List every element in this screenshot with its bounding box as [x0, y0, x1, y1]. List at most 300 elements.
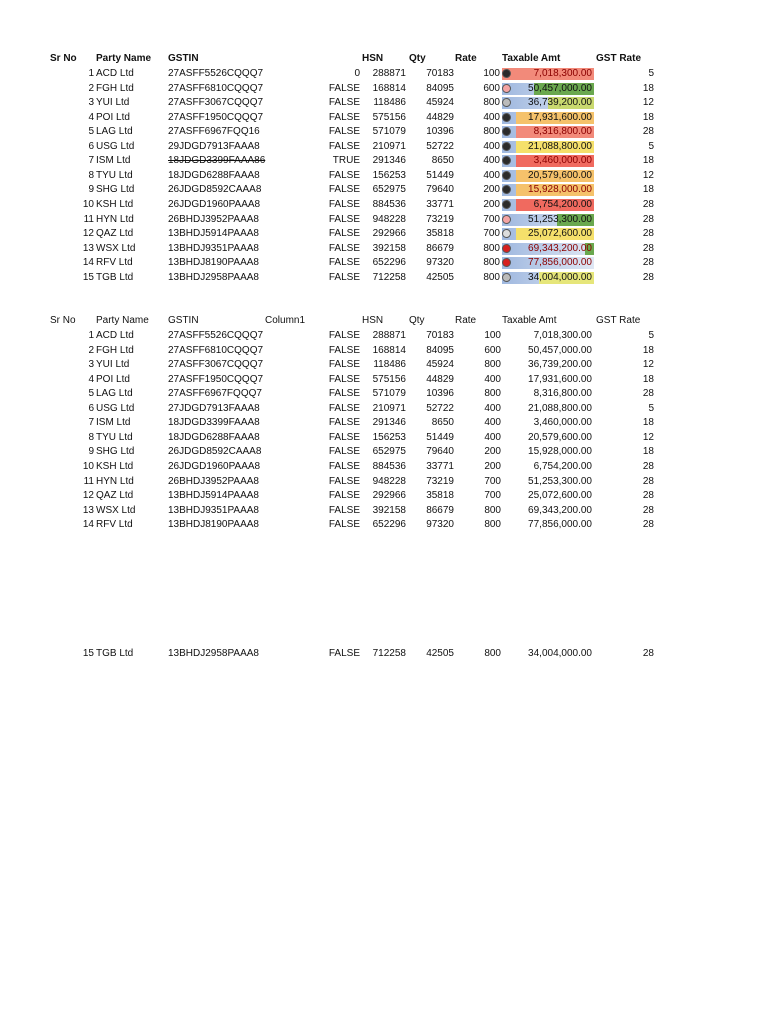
cell-hsn[interactable]: 291346 — [372, 417, 406, 429]
cell-flag[interactable]: 0 — [354, 68, 360, 79]
cell-sr-no[interactable]: 14 — [82, 257, 94, 269]
cell-flag[interactable]: FALSE — [328, 402, 360, 414]
cell-rate[interactable]: 400 — [484, 373, 501, 385]
cell-flag[interactable]: FALSE — [328, 431, 360, 443]
cell-hsn[interactable]: 210971 — [372, 402, 406, 414]
cell-hsn[interactable]: 652296 — [372, 519, 406, 531]
cell-gstin[interactable]: 13BHDJ8190PAAA8 — [168, 519, 259, 531]
cell-flag[interactable]: FALSE — [328, 446, 360, 458]
cell-qty[interactable]: 86679 — [426, 242, 454, 254]
header-column1[interactable]: Column1 — [265, 315, 306, 326]
cell-hsn[interactable]: 948228 — [372, 475, 406, 487]
header-rate[interactable]: Rate — [455, 53, 477, 64]
cell-rate[interactable]: 400 — [484, 431, 501, 443]
header-party-name[interactable]: Party Name — [96, 315, 149, 326]
header-sr-no[interactable]: Sr No — [50, 53, 77, 64]
cell-sr-no[interactable]: 14 — [82, 519, 94, 531]
cell-taxable-amt[interactable]: 69,343,200.00 — [528, 504, 592, 516]
cell-party-name[interactable]: TGB Ltd — [96, 648, 134, 659]
cell-sr-no[interactable]: 12 — [82, 228, 94, 240]
cell-taxable-amt[interactable] — [502, 183, 594, 197]
cell-gst-rate[interactable]: 18 — [642, 111, 654, 123]
cell-gst-rate[interactable]: 28 — [642, 490, 654, 502]
cell-party-name[interactable]: ISM Ltd — [96, 155, 131, 167]
cell-gstin[interactable]: 26BHDJ3952PAAA8 — [168, 213, 259, 225]
cell-rate[interactable]: 400 — [483, 111, 500, 123]
cell-rate[interactable]: 800 — [484, 648, 501, 659]
cell-rate[interactable]: 800 — [483, 126, 500, 138]
cell-party-name[interactable]: HYN Ltd — [96, 475, 134, 487]
cell-qty[interactable]: 70183 — [426, 68, 454, 79]
cell-sr-no[interactable]: 15 — [82, 271, 94, 283]
cell-flag[interactable]: FALSE — [328, 228, 360, 240]
cell-rate[interactable]: 800 — [483, 271, 500, 283]
cell-qty[interactable]: 79640 — [426, 446, 454, 458]
cell-party-name[interactable]: ISM Ltd — [96, 417, 131, 429]
cell-gst-rate[interactable]: 28 — [642, 213, 654, 225]
cell-gst-rate[interactable]: 12 — [642, 97, 654, 109]
cell-taxable-amt[interactable]: 34,004,000.00 — [528, 648, 592, 659]
cell-party-name[interactable]: POI Ltd — [96, 111, 130, 123]
cell-gstin[interactable]: 27ASFF1950CQQQ7 — [168, 111, 264, 123]
cell-flag[interactable]: FALSE — [328, 417, 360, 429]
cell-gstin[interactable]: 27ASFF1950CQQQ7 — [168, 373, 264, 385]
cell-taxable-amt[interactable] — [502, 213, 594, 227]
cell-qty[interactable]: 10396 — [426, 388, 454, 400]
cell-gstin[interactable]: 26JDGD8592CAAA8 — [168, 446, 262, 458]
cell-flag[interactable]: FALSE — [328, 330, 360, 341]
cell-gstin[interactable]: 27ASFF6810CQQQ7 — [168, 344, 264, 356]
cell-sr-no[interactable]: 3 — [88, 97, 94, 109]
cell-qty[interactable]: 42505 — [426, 271, 454, 283]
cell-qty[interactable]: 84095 — [426, 344, 454, 356]
table-row[interactable] — [0, 416, 768, 430]
cell-gst-rate[interactable]: 28 — [642, 460, 654, 472]
cell-qty[interactable]: 97320 — [426, 519, 454, 531]
table-row[interactable] — [0, 82, 768, 96]
cell-rate[interactable]: 200 — [484, 446, 501, 458]
cell-hsn[interactable]: 291346 — [372, 155, 406, 167]
cell-sr-no[interactable]: 8 — [88, 431, 94, 443]
cell-flag[interactable]: FALSE — [328, 198, 360, 210]
cell-sr-no[interactable]: 10 — [82, 460, 94, 472]
cell-hsn[interactable]: 884536 — [372, 198, 406, 210]
cell-party-name[interactable]: RFV Ltd — [96, 519, 133, 531]
cell-taxable-amt[interactable]: 17,931,600.00 — [528, 373, 592, 385]
table-row[interactable] — [0, 475, 768, 489]
cell-sr-no[interactable]: 11 — [83, 475, 94, 487]
header-party-name[interactable]: Party Name — [96, 53, 152, 64]
cell-gstin[interactable]: 29JDGD7913FAAA8 — [168, 140, 260, 152]
cell-gst-rate[interactable]: 28 — [642, 126, 654, 138]
cell-gstin[interactable]: 13BHDJ5914PAAA8 — [168, 490, 259, 502]
cell-sr-no[interactable]: 7 — [88, 155, 94, 167]
cell-qty[interactable]: 70183 — [426, 330, 454, 341]
table-row[interactable] — [0, 111, 768, 125]
cell-sr-no[interactable]: 6 — [88, 140, 94, 152]
cell-gst-rate[interactable]: 28 — [642, 504, 654, 516]
cell-gst-rate[interactable]: 28 — [642, 475, 654, 487]
cell-rate[interactable]: 400 — [484, 402, 501, 414]
table-row[interactable] — [0, 518, 768, 532]
cell-flag[interactable]: FALSE — [328, 184, 360, 196]
cell-hsn[interactable]: 652296 — [372, 257, 406, 269]
table-row[interactable] — [0, 489, 768, 503]
header-gst-rate[interactable]: GST Rate — [596, 53, 642, 64]
cell-sr-no[interactable]: 6 — [88, 402, 94, 414]
table-row[interactable] — [0, 169, 768, 183]
cell-taxable-amt[interactable] — [502, 82, 594, 96]
cell-rate[interactable]: 800 — [483, 242, 500, 254]
cell-flag[interactable]: FALSE — [328, 388, 360, 400]
cell-hsn[interactable]: 210971 — [372, 140, 406, 152]
header-taxable-amt[interactable]: Taxable Amt — [502, 315, 557, 326]
cell-hsn[interactable]: 288871 — [372, 68, 406, 79]
cell-gstin[interactable]: 13BHDJ8190PAAA8 — [168, 257, 259, 269]
cell-party-name[interactable]: TYU Ltd — [96, 169, 133, 181]
cell-hsn[interactable]: 156253 — [372, 169, 406, 181]
cell-party-name[interactable]: POI Ltd — [96, 373, 130, 385]
cell-flag[interactable]: FALSE — [328, 359, 360, 371]
table-row[interactable] — [0, 504, 768, 518]
cell-sr-no[interactable]: 15 — [82, 648, 94, 659]
cell-flag[interactable]: FALSE — [328, 82, 360, 94]
cell-rate[interactable]: 700 — [484, 475, 501, 487]
header-hsn[interactable]: HSN — [362, 315, 384, 326]
cell-taxable-amt[interactable]: 51,253,300.00 — [528, 475, 592, 487]
header-gst-rate[interactable]: GST Rate — [596, 315, 641, 326]
cell-taxable-amt[interactable] — [502, 169, 594, 183]
cell-hsn[interactable]: 288871 — [372, 330, 406, 341]
table-row[interactable] — [0, 96, 768, 110]
cell-hsn[interactable]: 156253 — [372, 431, 406, 443]
cell-hsn[interactable]: 948228 — [372, 213, 406, 225]
cell-rate[interactable]: 800 — [484, 504, 501, 516]
cell-gst-rate[interactable]: 5 — [648, 140, 654, 152]
cell-rate[interactable]: 400 — [483, 169, 500, 181]
cell-qty[interactable]: 45924 — [426, 359, 454, 371]
cell-gst-rate[interactable]: 28 — [642, 257, 654, 269]
cell-flag[interactable]: FALSE — [328, 140, 360, 152]
table-row[interactable] — [0, 460, 768, 474]
cell-sr-no[interactable]: 2 — [88, 82, 94, 94]
cell-party-name[interactable]: FGH Ltd — [96, 344, 134, 356]
table-row[interactable] — [0, 213, 768, 227]
cell-gst-rate[interactable]: 28 — [642, 648, 654, 659]
cell-flag[interactable]: FALSE — [328, 242, 360, 254]
cell-qty[interactable]: 33771 — [426, 460, 454, 472]
cell-qty[interactable]: 86679 — [426, 504, 454, 516]
cell-flag[interactable]: TRUE — [332, 155, 360, 167]
cell-rate[interactable]: 700 — [483, 213, 500, 225]
cell-sr-no[interactable]: 4 — [88, 373, 94, 385]
cell-party-name[interactable]: QAZ Ltd — [96, 490, 134, 502]
cell-gst-rate[interactable]: 28 — [642, 519, 654, 531]
cell-flag[interactable]: FALSE — [328, 344, 360, 356]
cell-qty[interactable]: 33771 — [426, 198, 454, 210]
cell-party-name[interactable]: YUI Ltd — [96, 97, 130, 109]
header-qty[interactable]: Qty — [409, 53, 426, 64]
header-sr-no[interactable]: Sr No — [50, 315, 76, 326]
cell-gstin[interactable]: 18JDGD6288FAAA8 — [168, 431, 260, 443]
cell-taxable-amt[interactable]: 77,856,000.00 — [528, 519, 592, 531]
cell-flag[interactable]: FALSE — [328, 271, 360, 283]
cell-rate[interactable]: 400 — [483, 140, 500, 152]
cell-rate[interactable]: 100 — [484, 330, 501, 341]
cell-gst-rate[interactable]: 12 — [642, 169, 654, 181]
table-row[interactable] — [0, 140, 768, 154]
cell-flag[interactable]: FALSE — [328, 373, 360, 385]
cell-qty[interactable]: 51449 — [426, 169, 454, 181]
cell-party-name[interactable]: USG Ltd — [96, 140, 135, 152]
cell-qty[interactable]: 35818 — [426, 228, 454, 240]
cell-gstin[interactable]: 26JDGD8592CAAA8 — [168, 184, 262, 196]
cell-party-name[interactable]: USG Ltd — [96, 402, 135, 414]
table-row[interactable] — [0, 125, 768, 139]
cell-qty[interactable]: 52722 — [426, 402, 454, 414]
cell-sr-no[interactable]: 3 — [88, 359, 94, 371]
cell-flag[interactable]: FALSE — [328, 111, 360, 123]
cell-gstin[interactable]: 27ASFF3067CQQQ7 — [168, 97, 264, 109]
cell-party-name[interactable]: SHG Ltd — [96, 446, 135, 458]
cell-gst-rate[interactable]: 28 — [642, 228, 654, 240]
cell-rate[interactable]: 200 — [484, 460, 501, 472]
cell-taxable-amt[interactable] — [502, 96, 594, 110]
cell-hsn[interactable]: 652975 — [372, 446, 406, 458]
cell-rate[interactable]: 700 — [484, 490, 501, 502]
cell-rate[interactable]: 200 — [483, 198, 500, 210]
cell-sr-no[interactable]: 13 — [82, 504, 94, 516]
cell-party-name[interactable]: QAZ Ltd — [96, 228, 134, 240]
cell-party-name[interactable]: RFV Ltd — [96, 257, 133, 269]
cell-hsn[interactable]: 652975 — [372, 184, 406, 196]
cell-gstin[interactable]: 18JDGD3399FAAA8 — [168, 417, 260, 429]
cell-sr-no[interactable]: 7 — [88, 417, 94, 429]
cell-qty[interactable]: 73219 — [426, 475, 454, 487]
cell-rate[interactable]: 800 — [484, 519, 501, 531]
cell-gstin[interactable]: 13BHDJ9351PAAA8 — [168, 504, 259, 516]
table-row[interactable] — [0, 256, 768, 270]
cell-party-name[interactable]: WSX Ltd — [96, 504, 136, 516]
cell-flag[interactable]: FALSE — [328, 213, 360, 225]
cell-gst-rate[interactable]: 18 — [642, 373, 654, 385]
table-row[interactable] — [0, 242, 768, 256]
header-taxable-amt[interactable]: Taxable Amt — [502, 53, 561, 64]
cell-flag[interactable]: FALSE — [328, 648, 360, 659]
cell-gstin[interactable]: 13BHDJ9351PAAA8 — [168, 242, 259, 254]
cell-party-name[interactable]: LAG Ltd — [96, 388, 133, 400]
cell-taxable-amt[interactable] — [502, 140, 594, 154]
cell-sr-no[interactable]: 2 — [88, 344, 94, 356]
cell-qty[interactable]: 10396 — [426, 126, 454, 138]
cell-qty[interactable]: 8650 — [431, 155, 454, 167]
cell-sr-no[interactable]: 10 — [82, 198, 94, 210]
cell-qty[interactable]: 42505 — [426, 648, 454, 659]
header-rate[interactable]: Rate — [455, 315, 477, 326]
cell-taxable-amt[interactable]: 7,018,300.00 — [533, 330, 592, 341]
cell-sr-no[interactable]: 8 — [88, 169, 94, 181]
cell-party-name[interactable]: SHG Ltd — [96, 184, 135, 196]
cell-sr-no[interactable]: 13 — [82, 242, 94, 254]
cell-flag[interactable]: FALSE — [328, 519, 360, 531]
table-row[interactable] — [0, 344, 768, 358]
cell-hsn[interactable]: 571079 — [372, 388, 406, 400]
cell-party-name[interactable]: KSH Ltd — [96, 198, 134, 210]
cell-taxable-amt[interactable] — [502, 154, 594, 168]
cell-sr-no[interactable]: 12 — [82, 490, 94, 502]
cell-qty[interactable]: 97320 — [426, 257, 454, 269]
table-row[interactable] — [0, 373, 768, 387]
cell-flag[interactable]: FALSE — [328, 490, 360, 502]
cell-hsn[interactable]: 575156 — [372, 111, 406, 123]
cell-taxable-amt[interactable] — [502, 227, 594, 241]
cell-taxable-amt[interactable] — [502, 67, 594, 81]
cell-sr-no[interactable]: 9 — [88, 446, 94, 458]
cell-gstin[interactable]: 26JDGD1960PAAA8 — [168, 198, 261, 210]
cell-gst-rate[interactable]: 18 — [642, 417, 654, 429]
cell-gst-rate[interactable]: 18 — [642, 82, 654, 94]
cell-qty[interactable]: 52722 — [426, 140, 454, 152]
cell-rate[interactable]: 200 — [483, 184, 500, 196]
cell-rate[interactable]: 600 — [483, 82, 500, 94]
cell-gst-rate[interactable]: 5 — [648, 402, 654, 414]
cell-flag[interactable]: FALSE — [328, 504, 360, 516]
cell-taxable-amt[interactable]: 15,928,000.00 — [528, 446, 592, 458]
cell-rate[interactable]: 400 — [483, 155, 500, 167]
cell-gstin[interactable]: 26BHDJ3952PAAA8 — [168, 475, 259, 487]
cell-party-name[interactable]: YUI Ltd — [96, 359, 130, 371]
cell-taxable-amt[interactable]: 25,072,600.00 — [528, 490, 592, 502]
cell-gst-rate[interactable]: 28 — [642, 242, 654, 254]
cell-qty[interactable]: 44829 — [426, 111, 454, 123]
cell-rate[interactable]: 600 — [484, 344, 501, 356]
cell-hsn[interactable]: 712258 — [372, 271, 406, 283]
table-row[interactable] — [0, 198, 768, 212]
cell-gstin[interactable]: 27ASFF5526CQQQ7 — [168, 68, 264, 79]
cell-qty[interactable]: 84095 — [426, 82, 454, 94]
cell-gstin[interactable]: 27ASFF3067CQQQ7 — [168, 359, 264, 371]
cell-party-name[interactable]: TYU Ltd — [96, 431, 133, 443]
table-row[interactable] — [0, 271, 768, 285]
cell-qty[interactable]: 73219 — [426, 213, 454, 225]
cell-taxable-amt[interactable] — [502, 256, 594, 270]
cell-rate[interactable]: 800 — [483, 97, 500, 109]
table-row[interactable] — [0, 67, 768, 81]
table-row[interactable] — [0, 358, 768, 372]
cell-hsn[interactable]: 712258 — [372, 648, 406, 659]
cell-sr-no[interactable]: 4 — [88, 111, 94, 123]
table-row[interactable] — [0, 329, 768, 343]
cell-sr-no[interactable]: 1 — [88, 68, 94, 79]
cell-party-name[interactable]: LAG Ltd — [96, 126, 133, 138]
header-hsn[interactable]: HSN — [362, 53, 384, 64]
cell-hsn[interactable]: 118486 — [373, 359, 406, 371]
table-row[interactable] — [0, 227, 768, 241]
cell-qty[interactable]: 35818 — [426, 490, 454, 502]
cell-gst-rate[interactable]: 12 — [642, 359, 654, 371]
cell-taxable-amt[interactable] — [502, 242, 594, 256]
cell-gstin[interactable]: 18JDGD3399FAAA86 — [168, 155, 266, 167]
cell-gstin[interactable]: 26JDGD1960PAAA8 — [168, 460, 261, 472]
cell-gst-rate[interactable]: 18 — [642, 446, 654, 458]
cell-sr-no[interactable]: 1 — [88, 330, 94, 341]
cell-gst-rate[interactable]: 28 — [642, 198, 654, 210]
cell-gstin[interactable]: 27JDGD7913FAAA8 — [168, 402, 260, 414]
cell-party-name[interactable]: WSX Ltd — [96, 242, 136, 254]
cell-rate[interactable]: 700 — [483, 228, 500, 240]
cell-gst-rate[interactable]: 5 — [648, 330, 654, 341]
cell-party-name[interactable]: ACD Ltd — [96, 330, 134, 341]
cell-gstin[interactable]: 27ASFF6967FQQQ7 — [168, 388, 262, 400]
table-row[interactable] — [0, 183, 768, 197]
cell-sr-no[interactable]: 11 — [83, 213, 94, 225]
cell-hsn[interactable]: 575156 — [372, 373, 406, 385]
cell-gst-rate[interactable]: 18 — [642, 344, 654, 356]
cell-gstin[interactable]: 27ASFF6967FQQ16 — [168, 126, 260, 138]
cell-sr-no[interactable]: 9 — [88, 184, 94, 196]
cell-hsn[interactable]: 392158 — [372, 504, 406, 516]
cell-taxable-amt[interactable]: 36,739,200.00 — [528, 359, 592, 371]
table-row[interactable] — [0, 431, 768, 445]
cell-gst-rate[interactable]: 5 — [648, 68, 654, 79]
cell-gst-rate[interactable]: 12 — [642, 431, 654, 443]
cell-gst-rate[interactable]: 18 — [642, 184, 654, 196]
cell-hsn[interactable]: 168814 — [372, 82, 406, 94]
cell-taxable-amt[interactable]: 20,579,600.00 — [528, 431, 592, 443]
cell-hsn[interactable]: 168814 — [372, 344, 406, 356]
cell-rate[interactable]: 100 — [483, 68, 500, 79]
cell-taxable-amt[interactable] — [502, 125, 594, 139]
cell-rate[interactable]: 800 — [484, 388, 501, 400]
cell-hsn[interactable]: 571079 — [372, 126, 406, 138]
header-gstin[interactable]: GSTIN — [168, 315, 199, 326]
table-row[interactable] — [0, 402, 768, 416]
table-row[interactable] — [0, 154, 768, 168]
cell-taxable-amt[interactable]: 21,088,800.00 — [528, 402, 592, 414]
cell-flag[interactable]: FALSE — [328, 126, 360, 138]
cell-hsn[interactable]: 292966 — [372, 228, 406, 240]
cell-flag[interactable]: FALSE — [328, 475, 360, 487]
table-row[interactable] — [0, 647, 768, 661]
cell-qty[interactable]: 45924 — [426, 97, 454, 109]
cell-party-name[interactable]: FGH Ltd — [96, 82, 134, 94]
cell-taxable-amt[interactable]: 6,754,200.00 — [533, 460, 592, 472]
cell-gst-rate[interactable]: 28 — [642, 388, 654, 400]
cell-party-name[interactable]: ACD Ltd — [96, 68, 134, 79]
cell-taxable-amt[interactable]: 50,457,000.00 — [528, 344, 592, 356]
cell-taxable-amt[interactable]: 3,460,000.00 — [533, 417, 592, 429]
cell-sr-no[interactable]: 5 — [88, 388, 94, 400]
cell-taxable-amt[interactable] — [502, 271, 594, 285]
cell-hsn[interactable]: 884536 — [372, 460, 406, 472]
cell-flag[interactable]: FALSE — [328, 257, 360, 269]
cell-rate[interactable]: 400 — [484, 417, 501, 429]
cell-gst-rate[interactable]: 18 — [642, 155, 654, 167]
cell-gst-rate[interactable]: 28 — [642, 271, 654, 283]
table-row[interactable] — [0, 445, 768, 459]
cell-flag[interactable]: FALSE — [328, 97, 360, 109]
cell-flag[interactable]: FALSE — [328, 460, 360, 472]
cell-party-name[interactable]: HYN Ltd — [96, 213, 134, 225]
cell-hsn[interactable]: 118486 — [373, 97, 406, 109]
cell-qty[interactable]: 79640 — [426, 184, 454, 196]
cell-party-name[interactable]: TGB Ltd — [96, 271, 134, 283]
cell-gstin[interactable]: 13BHDJ2958PAAA8 — [168, 271, 259, 283]
cell-sr-no[interactable]: 5 — [88, 126, 94, 138]
cell-taxable-amt[interactable] — [502, 198, 594, 212]
cell-gstin[interactable]: 27ASFF5526CQQQ7 — [168, 330, 264, 341]
cell-party-name[interactable]: KSH Ltd — [96, 460, 134, 472]
